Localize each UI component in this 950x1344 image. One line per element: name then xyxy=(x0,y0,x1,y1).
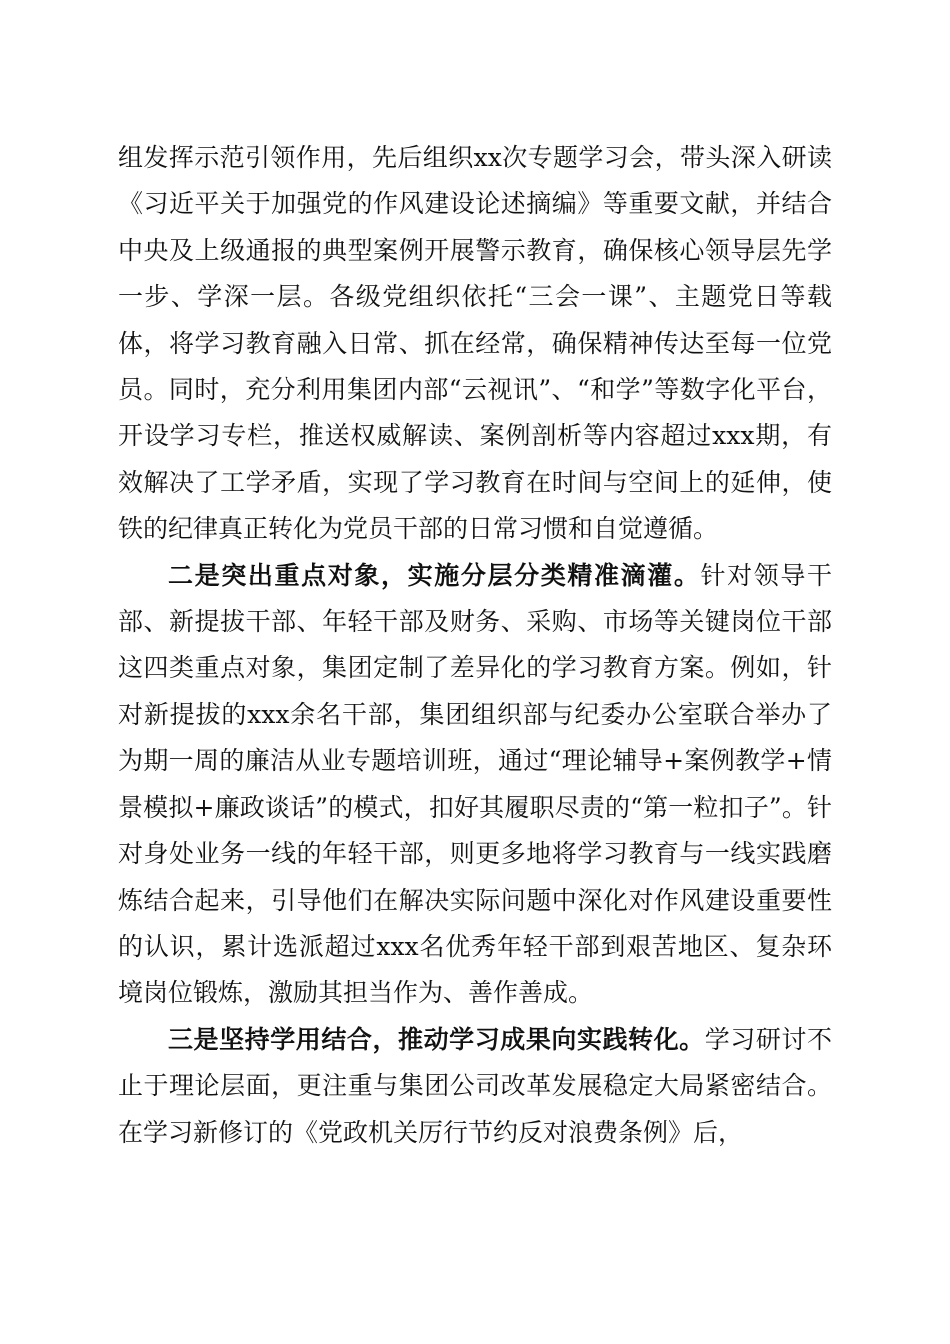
paragraph-3-lead: 三是坚持学用结合，推动学习成果向实践转化。 xyxy=(168,1024,705,1054)
paragraph-2 xyxy=(118,553,832,1017)
document-body xyxy=(118,135,832,1156)
paragraph-3-text: 学习研讨不止于理论层面，更注重与集团公司改革发展稳定大局紧密结合。在学习新修订的《党政机关厉行节约反对浪费条例》后， xyxy=(118,1024,832,1147)
paragraph-3 xyxy=(118,1017,832,1156)
paragraph-1-text: 组发挥示范引领作用，先后组织xx次专题学习会，带头深入研读《习近平关于加强党的作风建设论述摘编》等重要文献，并结合中央及上级通报的典型案例开展警示教育，确保核心领导层先学一步、学深一层。各级党组织依托“三会一课”、主题党日等载体，将学习教育融入日常、抓在经常，确保精神传达至每一位党员。同时，充分利用集团内部“云视讯”、“和学”等数字化平台，开设学习专栏，推送权威解读、案例剖析等内容超过xxx期，有效解决了工学矛盾，实现了学习教育在时间与空间上的延伸，使铁的纪律真正转化为党员干部的日常习惯和自觉遵循。 xyxy=(118,143,832,544)
paragraph-2-text: 针对领导干部、新提拔干部、年轻干部及财务、采购、市场等关键岗位干部这四类重点对象，集团定制了差异化的学习教育方案。例如，针对新提拔的xxx余名干部，集团组织部与纪委办公室联合举办了为期一周的廉洁从业专题培训班，通过“理论辅导+案例教学+情景模拟+廉政谈话”的模式，扣好其履职尽责的“第一粒扣子”。针对身处业务一线的年轻干部，则更多地将学习教育与一线实践磨炼结合起来，引导他们在解决实际问题中深化对作风建设重要性的认识，累计选派超过xxx名优秀年轻干部到艰苦地区、复杂环境岗位锻炼，激励其担当作为、善作善成。 xyxy=(118,560,832,1008)
paragraph-2-lead: 二是突出重点对象，实施分层分类精准滴灌。 xyxy=(168,560,701,590)
paragraph-1 xyxy=(118,135,832,553)
